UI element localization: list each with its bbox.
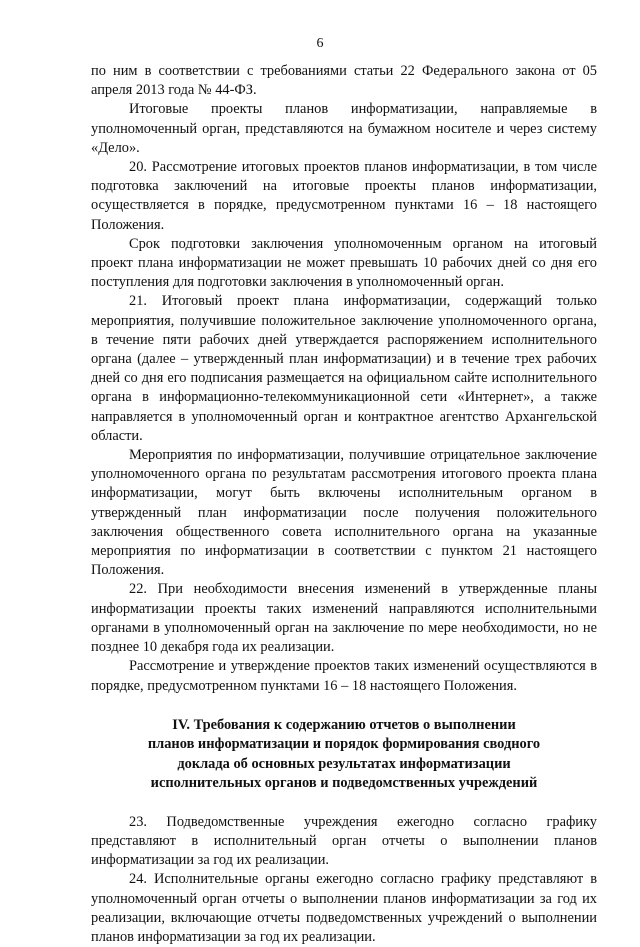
page-number: 6 xyxy=(316,36,324,51)
document-body xyxy=(91,62,597,947)
paragraph-item-23: 23. Подведомственные учреждения ежегодно согласно графику представляют в исполнительный орган отчеты о выполнении планов информатизации за год их реализации. xyxy=(91,813,597,869)
section-heading-line: исполнительных органов и подведомственных учреждений xyxy=(150,775,538,792)
paragraph-item-22: 22. При необходимости внесения изменений в утвержденные планы информатизации проекты таких изменений направляются исполнительными органами в уполномоченный орган на заключение по мере необходимости, но не позднее 10 декабря года их реализации. xyxy=(91,581,597,656)
section-heading-line: доклада об основных результатах информатизации xyxy=(177,755,511,772)
paragraph: Рассмотрение и утверждение проектов таких изменений осуществляются в порядке, предусмотренном пунктами 16 – 18 настоящего Положения. xyxy=(91,658,597,694)
paragraph: Срок подготовки заключения уполномоченным органом на итоговый проект плана информатизации не может превышать 10 рабочих дней со дня его поступления для подготовки заключения в уполномоченный орган. xyxy=(91,235,597,291)
section-heading-line: планов информатизации и порядок формирования сводного xyxy=(147,736,541,753)
paragraph-item-20: 20. Рассмотрение итоговых проектов планов информатизации, в том числе подготовка заключений на итоговые проекты планов информатизации, осуществляется в порядке, предусмотренном пунктами 16 – 18 настоящего Положения. xyxy=(91,159,597,233)
paragraph: Итоговые проекты планов информатизации, направляемые в уполномоченный орган, представляются на бумажном носителе и через систему «Дело». xyxy=(91,101,597,156)
paragraph: по ним в соответствии с требованиями статьи 22 Федерального закона от 05 апреля 2013 года № 44-ФЗ. xyxy=(91,63,597,99)
section-heading-line: IV. Требования к содержанию отчетов о выполнении xyxy=(172,716,516,733)
paragraph: Мероприятия по информатизации, получившие отрицательное заключение уполномоченного органа по результатам рассмотрения итогового проекта плана информатизации, могут быть включены исполнительным органом в утвержденный план информатизации после получения положительного заключения общественного совета исполнительного органа на указанные мероприятия по информатизации в соответствии с пунктом 21 настоящего Положения. xyxy=(91,447,597,579)
paragraph-item-24: 24. Исполнительные органы ежегодно согласно графику представляют в уполномоченный орган отчеты о выполнении планов информатизации за год их реализации, включающие отчеты подведомственных учреждений о выполнении планов информатизации за год их реализации. xyxy=(91,871,597,945)
paragraph-item-21: 21. Итоговый проект плана информатизации, содержащий только мероприятия, получившие положительное заключение уполномоченного органа, в течение пяти рабочих дней утверждается распоряжением исполнительного органа (далее – утвержденный план информатизации) и в течение трех рабочих дней со дня его подписания размещается на официальном сайте исполнительного органа в информационно-телекоммуникационной сети «Интернет», а также направляется в уполномоченный орган и контрактное агентство Архангельской области. xyxy=(91,293,597,444)
section-heading xyxy=(91,716,597,794)
